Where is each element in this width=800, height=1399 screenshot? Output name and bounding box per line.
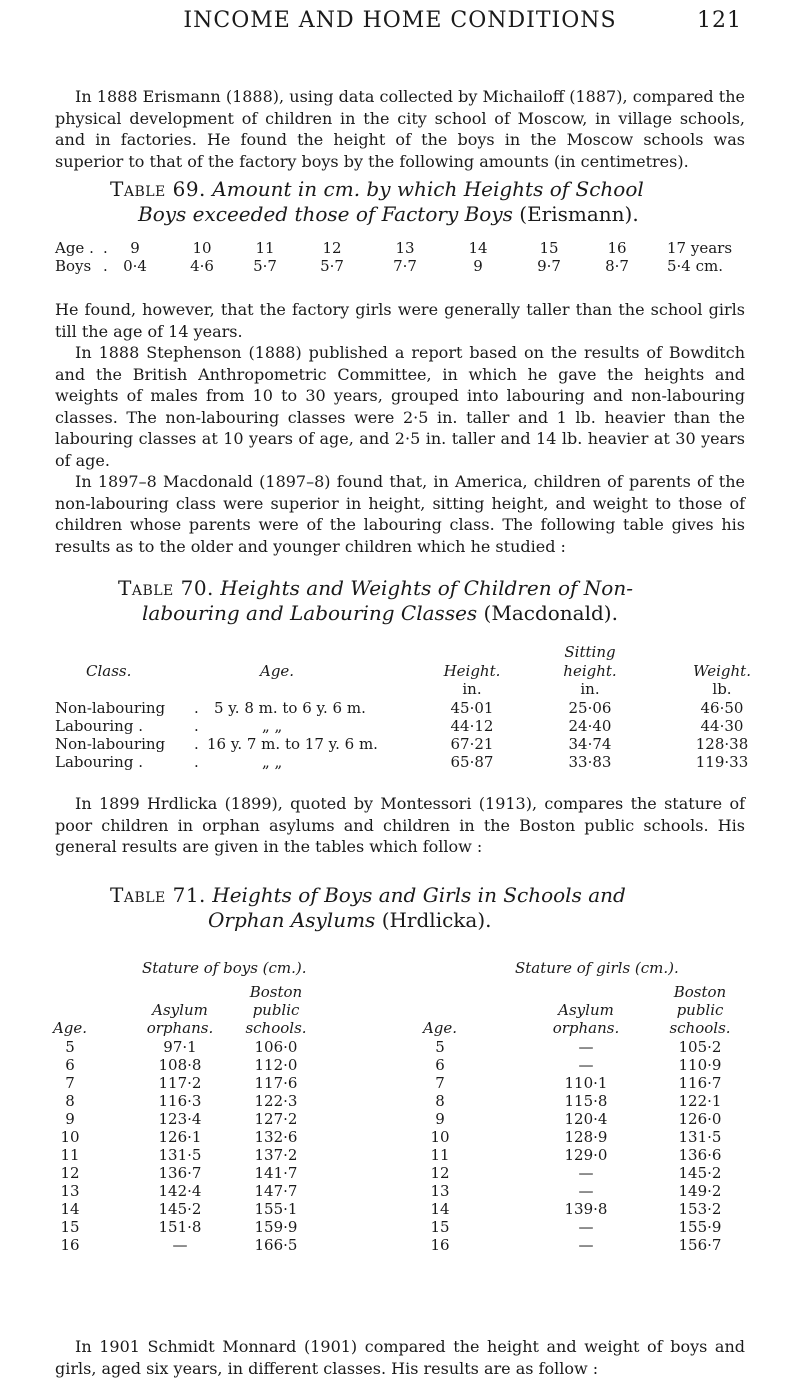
table-71-title-line1: Heights of Boys and Girls in Schools and	[212, 883, 626, 907]
table-71-boys-asylum-header: Asylum	[152, 1001, 208, 1019]
table-71-boys-asylum-cell: 131·5	[158, 1146, 202, 1164]
table-69-age-cell: 10	[192, 239, 212, 257]
table-69-amount-cell: 7·7	[393, 257, 417, 275]
table-71-boys-age-cell: 7	[65, 1074, 75, 1092]
table-69-age-label: Age .	[55, 239, 94, 257]
table-70-header-age: Age.	[260, 662, 295, 680]
table-70-sitting-cell: 34·74	[568, 735, 612, 753]
table-69-amount-cell: 9	[473, 257, 483, 275]
table-70-caption-line1	[118, 576, 633, 601]
table-71-boys-boston-cell: 166·5	[254, 1236, 298, 1254]
table-71-girls-asylum-cell: —	[578, 1164, 594, 1182]
table-70-sitting-cell: 24·40	[568, 717, 612, 735]
table-71-girls-age-cell: 6	[435, 1056, 445, 1074]
table-71-boys-boston-cell: 112·0	[254, 1056, 298, 1074]
table-71-girls-asylum-cell: 139·8	[564, 1200, 608, 1218]
table-69-title-line2: Boys exceeded those of Factory Boys	[138, 202, 513, 226]
table-71-girls-asylum-cell: 120·4	[564, 1110, 608, 1128]
table-71-source: (Hrdlicka).	[381, 908, 492, 932]
table-71-girls-boston-header: Boston	[673, 983, 727, 1001]
table-69-amount-cell: 9·7	[537, 257, 561, 275]
table-71-boys-asylum-cell: 151·8	[158, 1218, 202, 1236]
paragraph-schmidt-monnard: In 1901 Schmidt Monnard (1901) compared the height and weight of boys and girls, aged six years, in different classes. His results are as follow :	[55, 1337, 745, 1378]
table-71-girls-asylum-cell: 110·1	[564, 1074, 608, 1092]
table-71-girls-age-header: Age.	[422, 1019, 458, 1037]
table-70-header-class: Class.	[86, 662, 132, 680]
table-70-title-line2: labouring and Labouring Classes	[142, 601, 478, 625]
table-71-girls-asylum-cell: —	[578, 1236, 594, 1254]
table-71-girls-boston-cell: 110·9	[678, 1056, 722, 1074]
table-69-source: (Erismann).	[519, 202, 639, 226]
table-71-girls-boston-header: schools.	[669, 1019, 731, 1037]
table-70-unit-weight: lb.	[712, 680, 732, 698]
table-71-boys-age-cell: 10	[60, 1128, 80, 1146]
table-69-age-cell: 15	[539, 239, 559, 257]
table-69-amount-cell: 0·4	[123, 257, 147, 275]
table-71-girls-boston-cell: 116·7	[678, 1074, 722, 1092]
table-71-girls-boston-cell: 131·5	[678, 1128, 722, 1146]
table-70-age-cell: „ „	[262, 753, 283, 771]
table-70-unit-sitting: in.	[580, 680, 600, 698]
table-70-weight-cell: 44·30	[700, 717, 744, 735]
table-71-girls-age-cell: 8	[435, 1092, 445, 1110]
table-70-leader: .	[194, 753, 199, 771]
table-70-age-cell: 16 y. 7 m. to 17 y. 6 m.	[207, 735, 378, 753]
table-71-girls-asylum-cell: 115·8	[564, 1092, 608, 1110]
table-69-amount-cell: 5·4 cm.	[667, 257, 724, 275]
table-70-header-sitting-top: Sitting	[564, 643, 616, 661]
table-71-boys-group-header: Stature of boys (cm.).	[142, 959, 307, 977]
table-70-height-cell: 65·87	[450, 753, 494, 771]
table-70-source: (Macdonald).	[483, 601, 618, 625]
table-71-boys-boston-cell: 127·2	[254, 1110, 298, 1128]
table-71-girls-asylum-header: Asylum	[558, 1001, 614, 1019]
paragraph-stephenson: In 1888 Stephenson (1888) published a report based on the results of Bowditch and the British Anthropometric Committee, in which he gave the heights and weights of males from 10 to 30 years, grouped into labouring and non-labouring classes. The non-labouring classes were 2·5 in. taller and 1 lb. heavier than the labouring classes at 10 years of age, and 2·5 in. taller and 14 lb. heavier at 30 years of age.	[55, 343, 745, 470]
table-71-boys-age-cell: 11	[60, 1146, 80, 1164]
table-69-caption-line2	[110, 202, 644, 227]
table-70-sitting-cell: 33·83	[568, 753, 612, 771]
table-71-boys-asylum-cell: 97·1	[163, 1038, 197, 1056]
table-71-girls-age-cell: 9	[435, 1110, 445, 1128]
table-71-girls-asylum-cell: —	[578, 1056, 594, 1074]
table-69-age-cell: 13	[395, 239, 415, 257]
table-69-age-cell: 14	[468, 239, 488, 257]
table-71-boys-asylum-cell: —	[172, 1236, 188, 1254]
paragraph-factory-girls: He found, however, that the factory girls were generally taller than the school girls till the age of 14 years.	[55, 300, 745, 341]
table-71-boys-asylum-header: orphans.	[146, 1019, 214, 1037]
table-71-boys-boston-cell: 122·3	[254, 1092, 298, 1110]
table-71-boys-age-cell: 5	[65, 1038, 75, 1056]
table-70-age-cell: 5 y. 8 m. to 6 y. 6 m.	[214, 699, 366, 717]
table-71-boys-age-cell: 12	[60, 1164, 80, 1182]
table-71-girls-boston-cell: 153·2	[678, 1200, 722, 1218]
running-head-title: INCOME AND HOME CONDITIONS	[183, 8, 617, 33]
table-70-weight-cell: 46·50	[700, 699, 744, 717]
table-71-girls-asylum-cell: 129·0	[564, 1146, 608, 1164]
table-69-age-cell: 9	[130, 239, 140, 257]
table-69-amount-cell: 4·6	[190, 257, 214, 275]
running-head	[0, 8, 800, 48]
table-71-caption-line2	[110, 908, 626, 933]
table-71-boys-boston-cell: 141·7	[254, 1164, 298, 1182]
table-70-leader: .	[194, 717, 199, 735]
table-70-header-height: Height.	[443, 662, 501, 680]
table-69-age-cell: 17 years	[667, 239, 733, 257]
table-71-girls-age-cell: 14	[430, 1200, 450, 1218]
table-71-girls-boston-cell: 136·6	[678, 1146, 722, 1164]
table-70-age-cell: „ „	[262, 717, 283, 735]
table-71-boys-age-cell: 9	[65, 1110, 75, 1128]
table-71-boys-asylum-cell: 116·3	[158, 1092, 202, 1110]
table-71-girls-group-header: Stature of girls (cm.).	[515, 959, 679, 977]
table-71-boys-age-cell: 13	[60, 1182, 80, 1200]
table-71-boys-boston-cell: 117·6	[254, 1074, 298, 1092]
table-71-boys-boston-header: schools.	[245, 1019, 307, 1037]
table-71-girls-age-cell: 7	[435, 1074, 445, 1092]
table-71-girls-age-cell: 12	[430, 1164, 450, 1182]
table-70-leader: .	[194, 735, 199, 753]
table-71-girls-age-cell: 11	[430, 1146, 450, 1164]
table-69-label: Table 69.	[110, 177, 206, 201]
table-71-girls-asylum-header: orphans.	[552, 1019, 620, 1037]
table-71-girls-asylum-cell: —	[578, 1182, 594, 1200]
table-69-title-line1: Amount in cm. by which Heights of School	[212, 177, 644, 201]
table-71-girls-asylum-cell: —	[578, 1038, 594, 1056]
table-70-height-cell: 67·21	[450, 735, 494, 753]
table-69-amount-cell: 5·7	[320, 257, 344, 275]
table-69-age-dot: .	[103, 239, 108, 257]
table-69-age-row	[55, 239, 94, 257]
table-70-caption	[118, 576, 633, 626]
table-71-girls-boston-cell: 145·2	[678, 1164, 722, 1182]
table-71-boys-asylum-cell: 145·2	[158, 1200, 202, 1218]
table-71-boys-asylum-cell: 123·4	[158, 1110, 202, 1128]
table-71-girls-boston-cell: 122·1	[678, 1092, 722, 1110]
table-71-girls-boston-cell: 156·7	[678, 1236, 722, 1254]
table-69-caption	[110, 177, 644, 227]
table-71-boys-asylum-cell: 117·2	[158, 1074, 202, 1092]
table-71-boys-boston-cell: 159·9	[254, 1218, 298, 1236]
table-69-boys-label: Boys	[55, 257, 92, 275]
table-71-boys-age-cell: 14	[60, 1200, 80, 1218]
table-70-title-line1: Heights and Weights of Children of Non-	[220, 576, 633, 600]
table-71-caption	[110, 883, 626, 933]
table-70-sitting-cell: 25·06	[568, 699, 612, 717]
table-71-boys-age-cell: 8	[65, 1092, 75, 1110]
table-69-boys-row	[55, 257, 91, 275]
table-71-girls-boston-header: public	[676, 1001, 724, 1019]
table-70-height-cell: 44·12	[450, 717, 494, 735]
table-71-boys-boston-cell: 155·1	[254, 1200, 298, 1218]
table-70-label: Table 70.	[118, 576, 214, 600]
table-71-boys-boston-cell: 106·0	[254, 1038, 298, 1056]
table-71-girls-age-cell: 15	[430, 1218, 450, 1236]
table-71-girls-asylum-cell: —	[578, 1218, 594, 1236]
table-71-boys-boston-header: Boston	[249, 983, 303, 1001]
table-70-unit-height: in.	[462, 680, 482, 698]
paragraph-macdonald: In 1897–8 Macdonald (1897–8) found that, in America, children of parents of the non-labouring class were superior in height, sitting height, and weight to those of children whose parents were of the labouring class. The following table gives his results as to the older and younger children which he studied :	[55, 472, 745, 556]
table-70-caption-line2	[118, 601, 633, 626]
table-69-caption-line1	[110, 177, 644, 202]
table-71-girls-boston-cell: 126·0	[678, 1110, 722, 1128]
table-71-girls-age-cell: 16	[430, 1236, 450, 1254]
table-71-girls-boston-cell: 105·2	[678, 1038, 722, 1056]
table-69-amount-cell: 5·7	[253, 257, 277, 275]
table-71-boys-asylum-cell: 136·7	[158, 1164, 202, 1182]
paragraph-erismann: In 1888 Erismann (1888), using data collected by Michailoff (1887), compared the physical development of children in the city school of Moscow, in village schools, and in factories. He found the height of the boys in the Moscow schools was superior to that of the factory boys by the following amounts (in centimetres).	[55, 87, 745, 171]
table-71-boys-boston-cell: 132·6	[254, 1128, 298, 1146]
table-71-boys-asylum-cell: 108·8	[158, 1056, 202, 1074]
table-70-class-cell: Non-labouring	[55, 699, 166, 717]
table-71-girls-age-cell: 13	[430, 1182, 450, 1200]
table-69-boys-dot: .	[103, 257, 108, 275]
table-71-boys-boston-cell: 147·7	[254, 1182, 298, 1200]
table-70-header-weight: Weight.	[693, 662, 751, 680]
table-70-leader: .	[194, 699, 199, 717]
table-71-label: Table 71.	[110, 883, 206, 907]
paragraph-hrdlicka: In 1899 Hrdlicka (1899), quoted by Montessori (1913), compares the stature of poor children in orphan asylums and children in the Boston public schools. His general results are given in the tables which follow :	[55, 794, 745, 856]
table-70-header-sitting: height.	[563, 662, 617, 680]
table-71-boys-asylum-cell: 142·4	[158, 1182, 202, 1200]
table-71-boys-asylum-cell: 126·1	[158, 1128, 202, 1146]
table-71-boys-age-cell: 15	[60, 1218, 80, 1236]
table-71-girls-asylum-cell: 128·9	[564, 1128, 608, 1146]
table-71-girls-age-cell: 10	[430, 1128, 450, 1146]
table-71-girls-age-cell: 5	[435, 1038, 445, 1056]
table-71-girls-boston-cell: 149·2	[678, 1182, 722, 1200]
table-70-class-cell: Labouring .	[55, 717, 143, 735]
table-69-age-cell: 11	[255, 239, 275, 257]
table-69-age-cell: 16	[607, 239, 627, 257]
table-71-boys-boston-cell: 137·2	[254, 1146, 298, 1164]
table-70-weight-cell: 119·33	[695, 753, 749, 771]
table-71-title-line2: Orphan Asylums	[208, 908, 376, 932]
table-71-caption-line1	[110, 883, 626, 908]
table-71-boys-boston-header: public	[252, 1001, 300, 1019]
table-69-amount-cell: 8·7	[605, 257, 629, 275]
table-71-girls-boston-cell: 155·9	[678, 1218, 722, 1236]
table-71-boys-age-cell: 6	[65, 1056, 75, 1074]
table-70-class-cell: Labouring .	[55, 753, 143, 771]
table-70-height-cell: 45·01	[450, 699, 494, 717]
page-number: 121	[697, 8, 742, 33]
table-71-boys-age-cell: 16	[60, 1236, 80, 1254]
table-70-class-cell: Non-labouring	[55, 735, 166, 753]
table-70-weight-cell: 128·38	[695, 735, 749, 753]
table-69-age-cell: 12	[322, 239, 342, 257]
table-71-boys-age-header: Age.	[52, 1019, 88, 1037]
